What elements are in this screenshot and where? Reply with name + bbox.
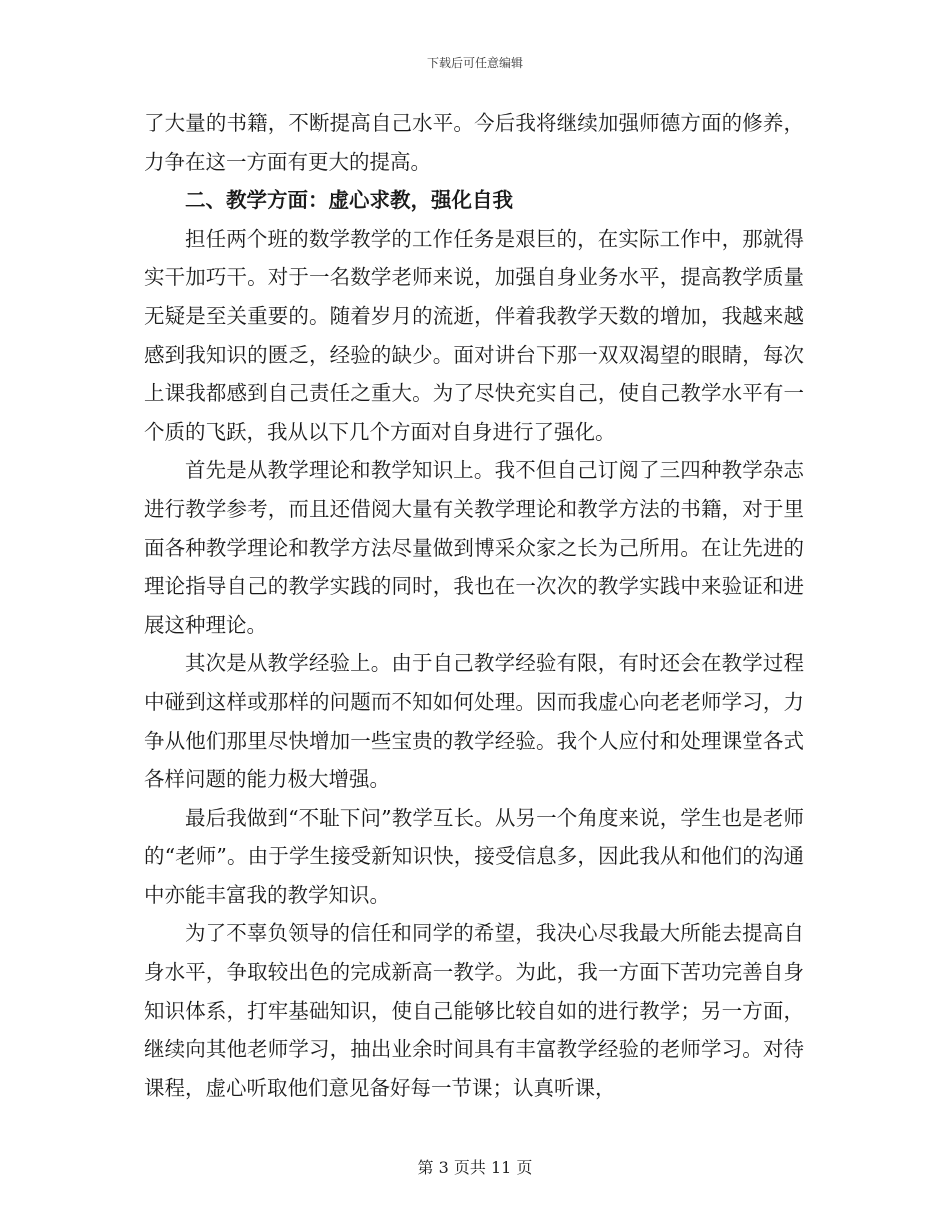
paragraph: 担任两个班的数学教学的工作任务是艰巨的，在实际工作中，那就得实干加巧干。对于一名数学老师来说，加强自身业务水平，提高教学质量无疑是至关重要的。随着岁月的流逝，伴着我教学天数的增加，我越来越感到我知识的匮乏，经验的缺少。面对讲台下那一双双渴望的眼睛，每次上课我都感到自己责任之重大。为了尽快充实自己，使自己教学水平有一个质的飞跃，我从以下几个方面对自身进行了强化。 [144,226,804,444]
page-number: 第 3 页共 11 页 [417,1158,533,1177]
paragraph: 首先是从教学理论和教学知识上。我不但自己订阅了三四种教学杂志进行教学参考，而且还借阅大量有关教学理论和教学方法的书籍，对于里面各种教学理论和教学方法尽量做到博采众家之长为己所用。在让先进的理论指导自己的教学实践的同时，我也在一次次的教学实践中来验证和进展这种理论。 [144,458,804,637]
paragraph: 其次是从教学经验上。由于自己教学经验有限，有时还会在教学过程中碰到这样或那样的问题而不知如何处理。因而我虚心向老老师学习，力争从他们那里尽快增加一些宝贵的教学经验。我个人应付和处理课堂各式各样问题的能力极大增强。 [144,651,804,792]
page-header-note: 下载后可任意编辑 [426,56,523,70]
section-heading: 二、教学方面：虚心求教，强化自我 [185,188,513,213]
document-body [144,104,804,1107]
paragraph-continued: 了大量的书籍，不断提高自己水平。今后我将继续加强师德方面的修养，力争在这一方面有更大的提高。 [144,111,804,174]
paragraph: 为了不辜负领导的信任和同学的希望，我决心尽我最大所能去提高自身水平，争取较出色的完成新高一教学。为此，我一方面下苦功完善自身知识体系，打牢基础知识，使自己能够比较自如的进行教学；另一方面，继续向其他老师学习，抽出业余时间具有丰富教学经验的老师学习。对待课程，虚心听取他们意见备好每一节课；认真听课， [144,921,804,1100]
paragraph: 最后我做到“不耻下问”教学互长。从另一个角度来说，学生也是老师的“老师”。由于学生接受新知识快，接受信息多，因此我从和他们的沟通中亦能丰富我的教学知识。 [144,805,804,907]
